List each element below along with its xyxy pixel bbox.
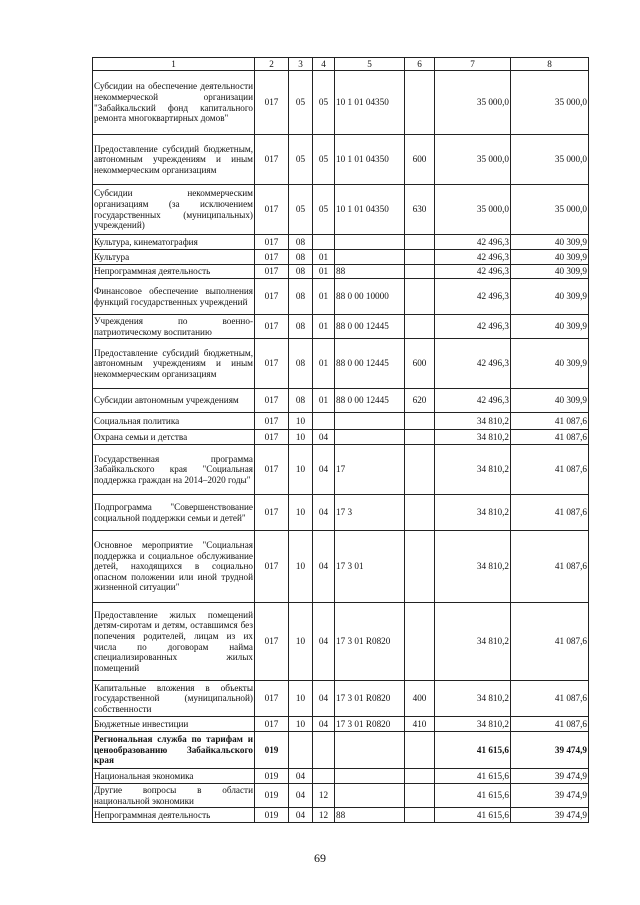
col-2-value: 017 (255, 71, 289, 135)
col-2-value: 017 (255, 235, 289, 250)
col-6-value (405, 603, 435, 681)
col-3-value: 05 (289, 71, 313, 135)
col-7-value: 35 000,0 (435, 71, 511, 135)
col-4-value: 05 (313, 185, 335, 235)
col-7-value: 42 496,3 (435, 250, 511, 265)
table-row (93, 445, 589, 495)
col-5-value: 17 3 01 R0820 (335, 681, 405, 717)
col-3-value: 10 (289, 445, 313, 495)
col-2-value: 017 (255, 603, 289, 681)
col-6-value (405, 495, 435, 531)
table-row (93, 495, 589, 531)
col-6-value (405, 235, 435, 250)
col-3-value: 04 (289, 784, 313, 808)
table-row (93, 531, 589, 603)
col-4-value: 01 (313, 389, 335, 413)
row-name: Подпрограмма "Совершенствование социальной поддержки семьи и детей" (93, 495, 255, 531)
col-7-value: 34 810,2 (435, 681, 511, 717)
col-7-value: 42 496,3 (435, 279, 511, 315)
row-name: Культура (93, 250, 255, 265)
col-5-value: 17 3 01 R0820 (335, 717, 405, 732)
col-2-value: 017 (255, 430, 289, 445)
col-3-value: 08 (289, 339, 313, 389)
col-2-value: 017 (255, 279, 289, 315)
col-5-value (335, 732, 405, 769)
row-name: Финансовое обеспечение выполнения функций государственных учреждений (93, 279, 255, 315)
header-cell: 7 (435, 58, 511, 71)
col-2-value: 019 (255, 784, 289, 808)
table-row (93, 603, 589, 681)
col-4-value: 04 (313, 430, 335, 445)
col-5-value (335, 430, 405, 445)
col-6-value (405, 808, 435, 823)
col-4-value: 04 (313, 531, 335, 603)
col-8-value: 41 087,6 (511, 717, 589, 732)
row-name: Другие вопросы в области национальной экономики (94, 784, 253, 806)
col-5-value: 88 0 00 12445 (335, 315, 405, 339)
row-name: Субсидии некоммерческим организациям (за исключением государственных (муниципальных) учреждений) (93, 185, 255, 235)
col-3-value: 08 (289, 279, 313, 315)
col-7-value: 41 615,6 (435, 769, 511, 784)
col-3-value: 10 (289, 495, 313, 531)
col-6-value (405, 71, 435, 135)
row-name: Капитальные вложения в объекты государственной (муниципальной) собственности (93, 681, 255, 717)
table-row (93, 339, 589, 389)
col-5-value: 88 0 00 12445 (335, 389, 405, 413)
col-7-value: 42 496,3 (435, 235, 511, 250)
col-4-value: 04 (313, 445, 335, 495)
col-5-value: 10 1 01 04350 (335, 135, 405, 185)
table-row (93, 784, 589, 808)
col-6-value (405, 430, 435, 445)
col-7-value: 42 496,3 (435, 389, 511, 413)
col-2-value: 017 (255, 265, 289, 279)
col-5-value: 88 0 00 12445 (335, 339, 405, 389)
col-6-value: 410 (405, 717, 435, 732)
col-3-value: 10 (289, 413, 313, 430)
col-3-value: 04 (289, 808, 313, 823)
row-name: Государственная программа Забайкальского края "Социальная поддержка граждан на 2014–2020 годы" (93, 445, 255, 495)
col-8-value: 39 474,9 (511, 784, 589, 808)
col-6-value (405, 732, 435, 769)
col-5-value (335, 769, 405, 784)
col-8-value: 35 000,0 (511, 71, 589, 135)
header-cell: 4 (313, 58, 335, 71)
col-2-value: 017 (255, 389, 289, 413)
col-6-value (405, 315, 435, 339)
col-7-value: 34 810,2 (435, 430, 511, 445)
col-4-value: 01 (313, 265, 335, 279)
col-4-value: 05 (313, 135, 335, 185)
table-row (93, 185, 589, 235)
col-5-value: 10 1 01 04350 (335, 185, 405, 235)
row-name: Непрограммная деятельность (93, 265, 255, 279)
row-name: Основное мероприятие "Социальная поддержка и социальное обслуживание детей, находящихся в социально опасном положении или иной трудной жизненной ситуации" (93, 531, 255, 603)
col-3-value: 08 (289, 235, 313, 250)
col-3-value: 10 (289, 430, 313, 445)
col-6-value (405, 250, 435, 265)
col-3-value: 08 (289, 250, 313, 265)
col-8-value: 40 309,9 (511, 315, 589, 339)
row-name: Региональная служба по тарифам и ценообразованию Забайкальского края (93, 732, 255, 769)
table-row (93, 681, 589, 717)
col-5-value: 17 3 01 (335, 531, 405, 603)
table-row (93, 430, 589, 445)
col-8-value: 41 087,6 (511, 495, 589, 531)
table-row (93, 389, 589, 413)
col-7-value: 41 615,6 (435, 784, 511, 808)
col-4-value: 01 (313, 250, 335, 265)
col-3-value: 08 (289, 389, 313, 413)
col-2-value: 017 (255, 495, 289, 531)
col-4-value: 12 (313, 784, 335, 808)
col-2-value: 017 (255, 445, 289, 495)
col-2-value: 017 (255, 135, 289, 185)
col-5-value (335, 413, 405, 430)
col-7-value: 41 615,6 (435, 808, 511, 823)
col-7-value: 34 810,2 (435, 603, 511, 681)
col-6-value (405, 531, 435, 603)
col-3-value: 05 (289, 185, 313, 235)
row-name: Предоставление субсидий бюджетным, автономным учреждениям и иным некоммерческим организациям (93, 135, 255, 185)
row-name: Предоставление субсидий бюджетным, автономным учреждениям и иным некоммерческим организациям (93, 339, 255, 389)
col-5-value (335, 250, 405, 265)
row-name: Бюджетные инвестиции (93, 717, 255, 732)
col-3-value: 10 (289, 681, 313, 717)
col-3-value: 08 (289, 265, 313, 279)
col-7-value: 42 496,3 (435, 315, 511, 339)
row-name: Учреждения по военно-патриотическому воспитанию (94, 315, 253, 337)
col-5-value: 88 0 00 10000 (335, 279, 405, 315)
col-3-value: 05 (289, 135, 313, 185)
col-6-value (405, 445, 435, 495)
col-2-value: 017 (255, 681, 289, 717)
row-name: Субсидии автономным учреждениям (93, 389, 255, 413)
col-7-value: 35 000,0 (435, 135, 511, 185)
col-4-value (313, 235, 335, 250)
col-2-value: 017 (255, 531, 289, 603)
col-5-value: 88 (335, 265, 405, 279)
col-6-value (405, 769, 435, 784)
col-8-value: 41 087,6 (511, 445, 589, 495)
table-row (93, 769, 589, 784)
col-6-value: 600 (405, 135, 435, 185)
col-5-value: 17 3 (335, 495, 405, 531)
col-2-value: 017 (255, 185, 289, 235)
col-8-value: 35 000,0 (511, 135, 589, 185)
col-6-value: 620 (405, 389, 435, 413)
col-3-value: 08 (289, 315, 313, 339)
col-3-value: 10 (289, 531, 313, 603)
row-name: Непрограммная деятельность (93, 808, 255, 823)
col-4-value: 04 (313, 681, 335, 717)
col-5-value: 17 (335, 445, 405, 495)
header-cell: 8 (511, 58, 589, 71)
col-8-value: 40 309,9 (511, 265, 589, 279)
table-row (93, 235, 589, 250)
col-3-value: 10 (289, 603, 313, 681)
col-6-value (405, 784, 435, 808)
col-3-value: 10 (289, 717, 313, 732)
col-8-value: 39 474,9 (511, 808, 589, 823)
page-number: 69 (314, 851, 326, 865)
col-8-value: 40 309,9 (511, 250, 589, 265)
col-8-value: 41 087,6 (511, 413, 589, 430)
col-2-value: 017 (255, 413, 289, 430)
col-7-value: 34 810,2 (435, 495, 511, 531)
col-8-value: 39 474,9 (511, 769, 589, 784)
col-6-value (405, 265, 435, 279)
header-cell: 2 (255, 58, 289, 71)
row-name: Предоставление жилых помещений детям-сиротам и детям, оставшимся без попечения родителей, лицам из их числа по договорам найма специализированных жилых помещений (93, 603, 255, 681)
col-2-value: 017 (255, 250, 289, 265)
col-2-value: 019 (255, 808, 289, 823)
col-6-value: 400 (405, 681, 435, 717)
budget-table (92, 57, 589, 823)
row-name: Национальная экономика (93, 769, 255, 784)
table-row (93, 279, 589, 315)
col-7-value: 42 496,3 (435, 265, 511, 279)
col-8-value: 41 087,6 (511, 603, 589, 681)
row-name: Социальная политика (93, 413, 255, 430)
col-4-value: 01 (313, 279, 335, 315)
col-2-value: 017 (255, 339, 289, 389)
col-7-value: 35 000,0 (435, 185, 511, 235)
col-5-value: 10 1 01 04350 (335, 71, 405, 135)
col-4-value: 04 (313, 603, 335, 681)
col-5-value (335, 784, 405, 808)
col-6-value: 630 (405, 185, 435, 235)
col-4-value (313, 413, 335, 430)
col-4-value: 04 (313, 717, 335, 732)
col-8-value: 39 474,9 (511, 732, 589, 769)
col-8-value: 40 309,9 (511, 339, 589, 389)
col-2-value: 019 (255, 769, 289, 784)
table-row (93, 732, 589, 769)
col-7-value: 34 810,2 (435, 445, 511, 495)
col-8-value: 40 309,9 (511, 279, 589, 315)
col-4-value (313, 769, 335, 784)
col-4-value: 05 (313, 71, 335, 135)
table-row (93, 413, 589, 430)
col-7-value: 34 810,2 (435, 413, 511, 430)
col-5-value (335, 235, 405, 250)
col-6-value (405, 413, 435, 430)
row-name: Культура, кинематография (93, 235, 255, 250)
col-7-value: 34 810,2 (435, 531, 511, 603)
col-2-value: 019 (255, 732, 289, 769)
table-row (93, 717, 589, 732)
col-6-value: 600 (405, 339, 435, 389)
col-7-value: 42 496,3 (435, 339, 511, 389)
col-4-value: 04 (313, 495, 335, 531)
col-8-value: 41 087,6 (511, 681, 589, 717)
col-7-value: 34 810,2 (435, 717, 511, 732)
col-5-value: 88 (335, 808, 405, 823)
table-row (93, 71, 589, 135)
col-4-value: 01 (313, 339, 335, 389)
col-8-value: 41 087,6 (511, 531, 589, 603)
header-cell: 6 (405, 58, 435, 71)
header-row (93, 58, 589, 71)
header-cell: 3 (289, 58, 313, 71)
table-row (93, 315, 589, 339)
header-cell: 5 (335, 58, 405, 71)
col-3-value (289, 732, 313, 769)
row-name: Охрана семьи и детства (93, 430, 255, 445)
col-6-value (405, 279, 435, 315)
col-8-value: 40 309,9 (511, 389, 589, 413)
header-cell: 1 (93, 58, 255, 71)
col-5-value: 17 3 01 R0820 (335, 603, 405, 681)
table-row (93, 135, 589, 185)
col-4-value: 01 (313, 315, 335, 339)
row-name: Субсидии на обеспечение деятельности некоммерческой организации "Забайкальский фонд капитального ремонта многоквартирных домов" (93, 71, 255, 135)
col-7-value: 41 615,6 (435, 732, 511, 769)
col-2-value: 017 (255, 717, 289, 732)
col-4-value: 12 (313, 808, 335, 823)
col-3-value: 04 (289, 769, 313, 784)
col-2-value: 017 (255, 315, 289, 339)
col-8-value: 35 000,0 (511, 185, 589, 235)
col-4-value (313, 732, 335, 769)
col-8-value: 40 309,9 (511, 235, 589, 250)
table-row (93, 808, 589, 823)
col-8-value: 41 087,6 (511, 430, 589, 445)
table-row (93, 250, 589, 265)
table-row (93, 265, 589, 279)
